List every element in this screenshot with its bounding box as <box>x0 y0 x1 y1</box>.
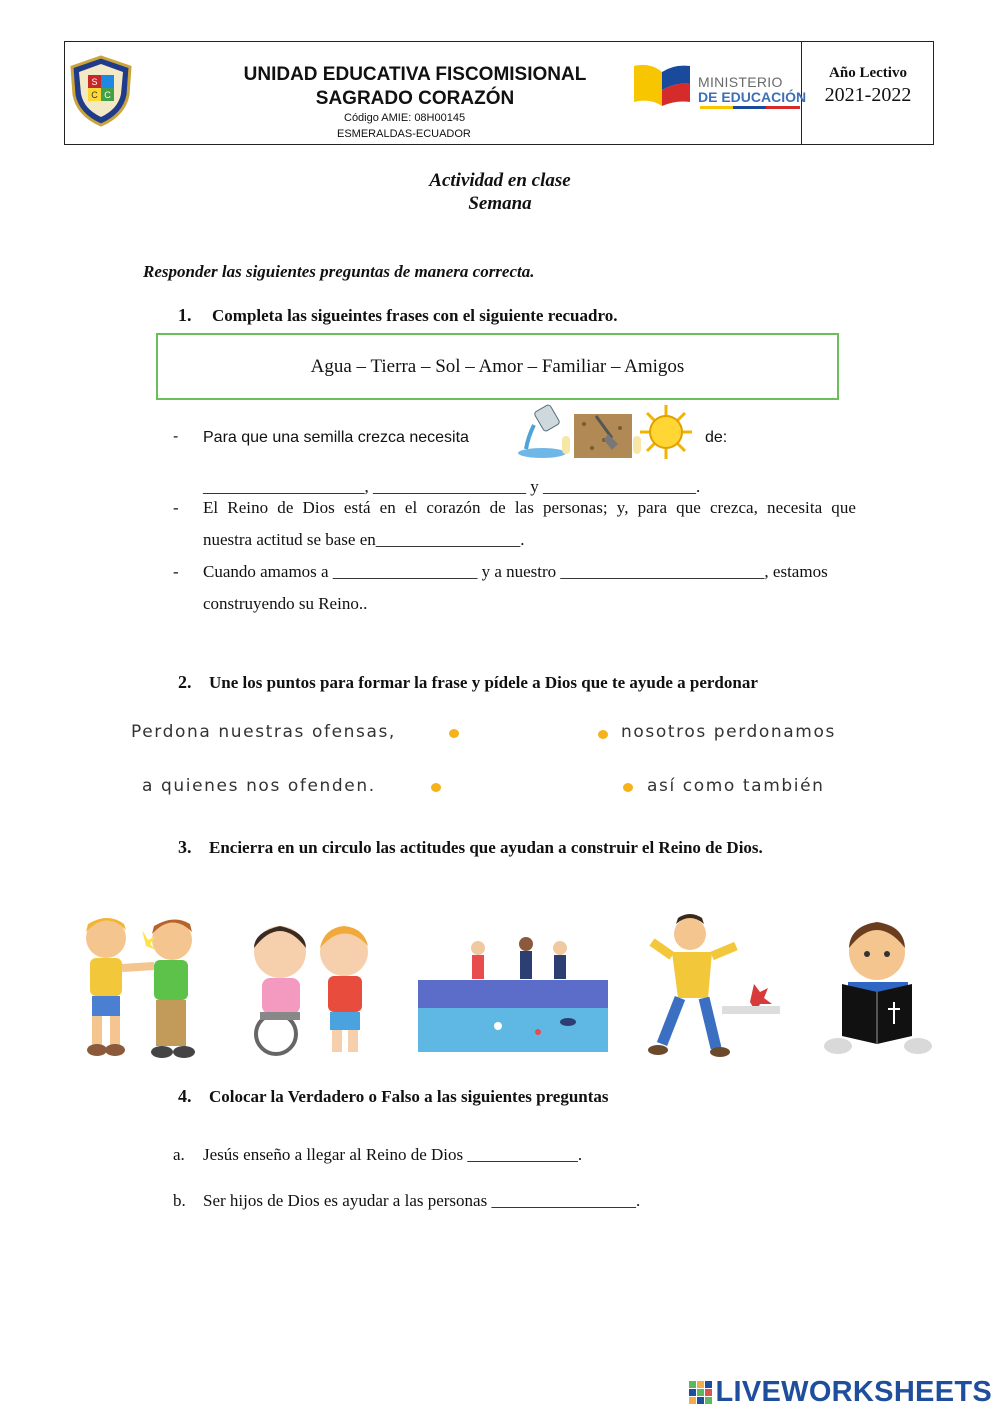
q4-b-text[interactable]: Ser hijos de Dios es ayudar a las personas _________________. <box>203 1191 641 1210</box>
q3-number: 3. <box>178 837 192 857</box>
school-name-line1: UNIDAD EDUCATIVA FISCOMISIONAL <box>243 64 587 85</box>
school-location: ESMERALDAS-ECUADOR <box>337 128 471 140</box>
shield-letter-2: C <box>104 90 111 100</box>
school-shield-logo <box>68 55 134 127</box>
q1-text: Completa las sigueintes frases con el siguiente recuadro. <box>212 306 618 325</box>
q1-item2-line1: El Reino de Dios está en el corazón de las personas; y, para que crezca, necesita que <box>203 498 856 517</box>
instruction: Responder las siguientes preguntas de manera correcta. <box>143 262 535 281</box>
sun-icon <box>638 403 694 461</box>
q1-number: 1. <box>178 305 192 325</box>
match-dot-left-top[interactable] <box>449 729 459 738</box>
friends-helping-image[interactable] <box>240 918 385 1058</box>
activity-title: Actividad en clase <box>429 170 571 191</box>
match-right-bottom: así como también <box>647 776 825 796</box>
q1-item1-blanks[interactable]: ___________________, __________________ y __________________. <box>203 477 701 496</box>
q4-a-label: a. <box>173 1145 185 1164</box>
q3-text: Encierra en un circulo las actitudes que ayudan a construir el Reino de Dios. <box>209 838 763 857</box>
ministry-name-line1: MINISTERIO <box>698 74 783 90</box>
liveworksheets-brand: LIVEWORKSHEETS <box>715 1376 992 1408</box>
activity-subtitle: Semana <box>468 193 532 214</box>
q4-text: Colocar la Verdadero o Falso a las siguientes preguntas <box>209 1087 609 1106</box>
school-year-value: 2021-2022 <box>824 84 912 106</box>
liveworksheets-logo[interactable] <box>689 1376 993 1409</box>
ministry-flag-logo <box>632 62 694 112</box>
q1-item3-line1[interactable]: Cuando amamos a _________________ y a nuestro ________________________, estamos <box>203 562 828 581</box>
match-dot-left-bottom[interactable] <box>431 783 441 792</box>
bullet-dash: - <box>173 428 179 445</box>
boy-reading-bible-image[interactable] <box>820 912 935 1060</box>
match-dot-right-bottom[interactable] <box>623 783 633 792</box>
shield-letter-3: C <box>91 90 98 100</box>
ministry-color-stripe <box>700 106 800 109</box>
bullet-dash: - <box>173 498 179 517</box>
soil-shovel-icon <box>574 410 632 458</box>
word-bank: Agua – Tierra – Sol – Amor – Familiar – Amigos <box>310 355 685 377</box>
q4-b-label: b. <box>173 1191 186 1210</box>
q2-number: 2. <box>178 672 192 692</box>
match-right-top: nosotros perdonamos <box>621 722 836 742</box>
liveworksheets-grid-icon <box>689 1381 713 1405</box>
match-left-top: Perdona nuestras ofensas, <box>131 722 396 742</box>
man-littering-image[interactable] <box>632 912 784 1060</box>
shield-letter-1: S <box>91 77 98 87</box>
polluting-water-image[interactable] <box>418 918 608 1058</box>
bullet-dash: - <box>173 562 179 581</box>
seed-icon <box>562 436 570 454</box>
kids-fighting-image[interactable] <box>68 910 210 1062</box>
amie-code: Código AMIE: 08H00145 <box>344 112 466 124</box>
q1-item1-text: Para que una semilla crezca necesita <box>203 429 469 446</box>
q1-item2-line2[interactable]: nuestra actitud se base en_________________. <box>203 530 525 549</box>
q1-item3-line2: construyendo su Reino.. <box>203 594 368 613</box>
school-name-line2: SAGRADO CORAZÓN <box>315 88 515 109</box>
q1-item1-de: de: <box>705 429 728 446</box>
q4-number: 4. <box>178 1086 192 1106</box>
word-bank-box <box>156 333 839 400</box>
school-year-label: Año Lectivo <box>829 65 907 81</box>
q2-text: Une los puntos para formar la frase y pídele a Dios que te ayude a perdonar <box>209 673 758 692</box>
q4-a-text[interactable]: Jesús enseño a llegar al Reino de Dios _____________. <box>203 1145 583 1164</box>
match-left-bottom: a quienes nos ofenden. <box>142 776 376 796</box>
match-dot-right-top[interactable] <box>598 730 608 739</box>
ministry-name-line2: DE EDUCACIÓN <box>698 89 807 105</box>
